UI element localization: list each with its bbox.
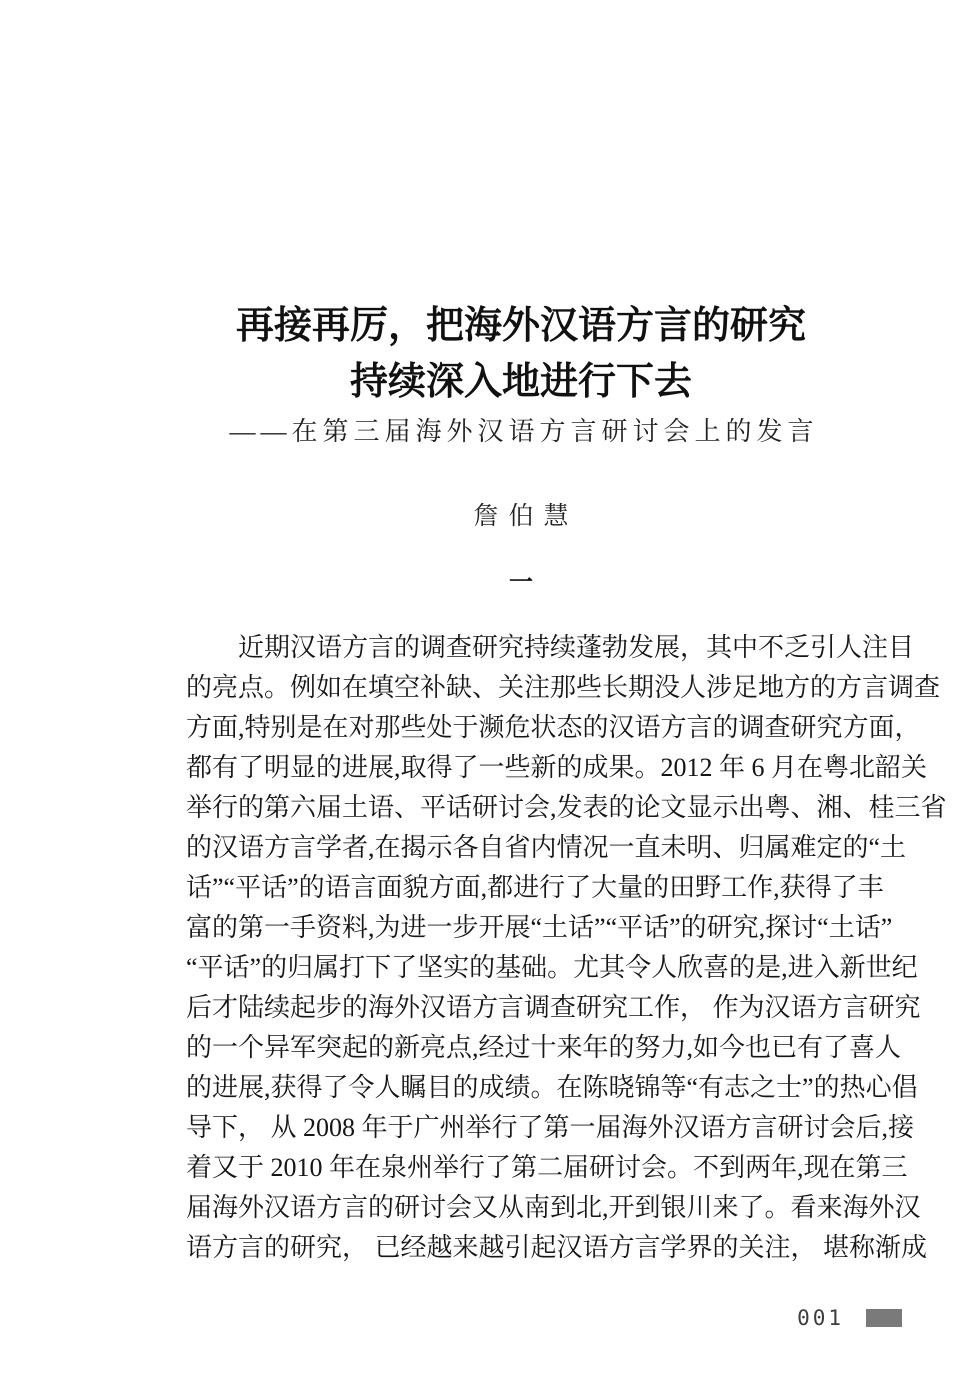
body-text [186,628,947,1268]
body-line: 后才陆续起步的海外汉语方言调查研究工作， 作为汉语方言研究 [186,993,921,1022]
article-subtitle: ——在第三届海外汉语方言研讨会上的发言 [229,417,819,446]
body-line: 富的第一手资料,为进一步开展“土话”“平话”的研究,探讨“土话” [186,913,893,942]
body-line: 语方言的研究， 已经越来越引起汉语方言学界的关注， 堪称渐成 [186,1233,928,1262]
body-line: 的亮点。例如在填空补缺、关注那些长期没人涉足地方的方言调查 [186,673,941,702]
page-number: 001 [797,1306,844,1330]
section-marker: 一 [509,570,533,596]
body-line: 的汉语方言学者,在揭示各自省内情况一直未明、归属难定的“土 [186,833,907,862]
article-title-line-1: 再接再厉，把海外汉语方言的研究 [235,305,806,347]
body-line: 都有了明显的进展,取得了一些新的成果。2012 年 6 月在粤北韶关 [186,753,928,782]
body-line: 近期汉语方言的调查研究持续蓬勃发展，其中不乏引人注目 [238,633,915,662]
page-content [186,0,947,1389]
body-line: 方面,特别是在对那些处于濒危状态的汉语方言的调查研究方面， [186,713,921,742]
footer-decoration-block [866,1309,902,1327]
body-line: 导下， 从 2008 年于广州举行了第一届海外汉语方言研讨会后,接 [186,1113,915,1142]
body-line: 的进展,获得了令人瞩目的成绩。在陈晓锦等“有志之士”的热心倡 [186,1073,918,1102]
body-line: “平话”的归属打下了坚实的基础。尤其令人欣喜的是,进入新世纪 [186,953,918,982]
article-title-line-2: 持续深入地进行下去 [349,361,692,403]
body-line: 的一个异军突起的新亮点,经过十来年的努力,如今也已有了喜人 [186,1033,902,1062]
body-line: 届海外汉语方言的研讨会又从南到北,开到银川来了。看来海外汉 [186,1193,921,1222]
page-footer [797,1306,902,1330]
body-line: 话”“平话”的语言面貌方面,都进行了大量的田野工作,获得了丰 [186,873,884,902]
body-line: 举行的第六届土语、平话研讨会,发表的论文显示出粤、湘、桂三省 [186,793,947,822]
body-line: 着又于 2010 年在泉州举行了第二届研讨会。不到两年,现在第三 [186,1153,908,1182]
article-author: 詹伯慧 [473,503,579,530]
article-title [186,298,856,410]
